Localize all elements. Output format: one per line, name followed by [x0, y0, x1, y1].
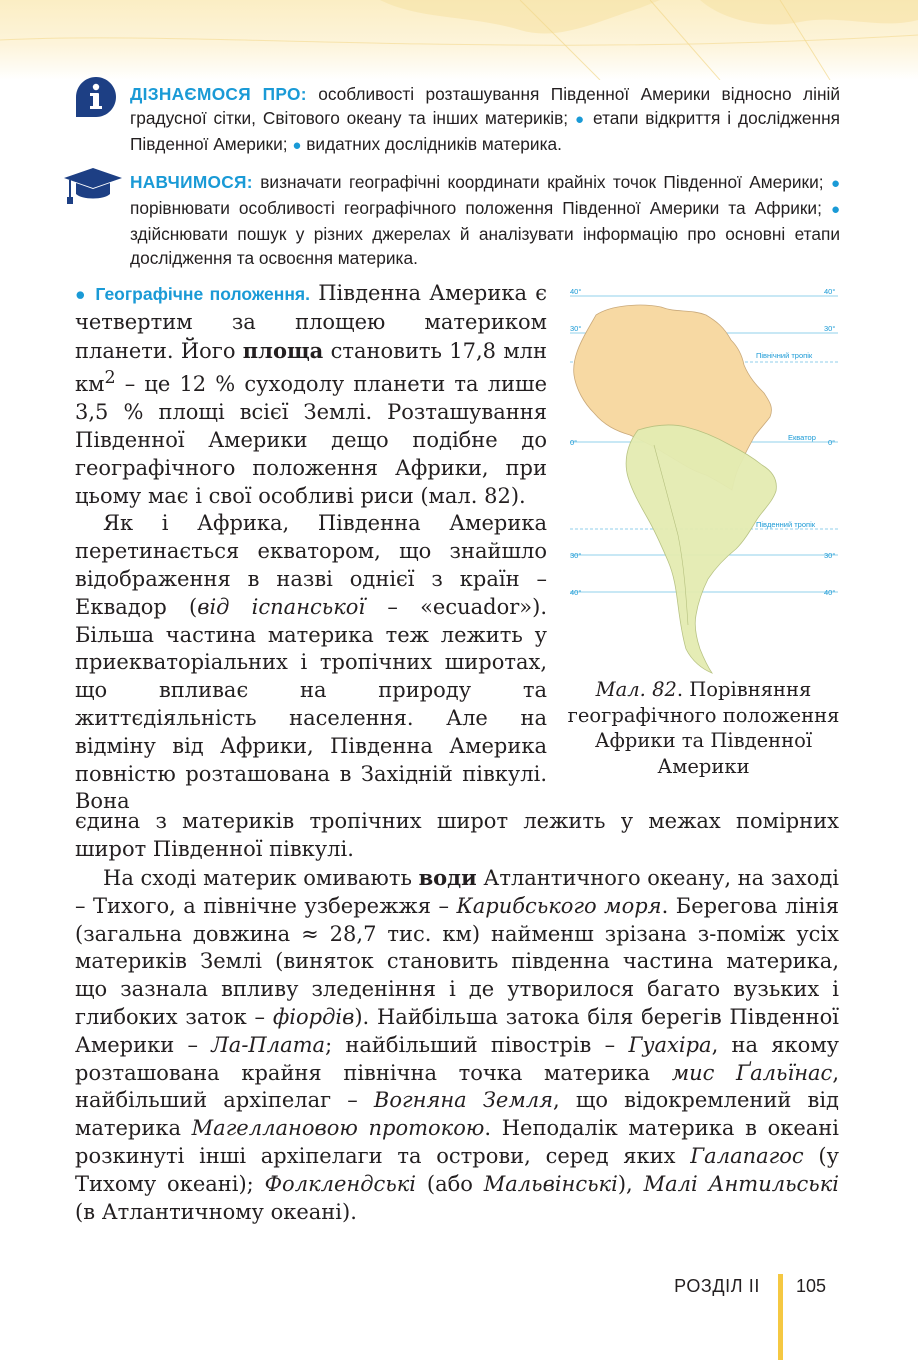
label-south-tropic: Південний тропік: [756, 520, 816, 529]
learn-about-text-2: етапи відкриття і дослідження Південної Америки;: [130, 108, 840, 154]
body-column: [75, 280, 547, 816]
south-america-shape: [626, 425, 776, 673]
will-learn-block: [130, 170, 840, 270]
label-30s-left: 30°: [570, 551, 582, 560]
bold-term: площа: [242, 337, 324, 363]
label-30n-right: 30°: [824, 324, 836, 333]
header-decoration: [0, 0, 918, 80]
page-number: 105: [796, 1276, 827, 1296]
label-40s-right: 40°: [824, 588, 836, 597]
label-40n-right: 40°: [824, 287, 836, 296]
label-30s-right: 30°: [824, 551, 836, 560]
label-40s-left: 40°: [570, 588, 582, 597]
label-40n-left: 40°: [570, 287, 582, 296]
will-learn-keyword: НАВЧИМОСЯ:: [130, 172, 253, 192]
footer-divider: [778, 1274, 783, 1360]
learn-about-text-1: особливості розташування Південної Америки відносно ліній градусної сітки, Світового океану та інших материків;: [130, 84, 840, 128]
will-learn-text-1: визначати географічні координати крайніх точок Південної Америки;: [260, 172, 824, 192]
figure-caption-text: . Порівняння географічного положення Африки та Південної Америки: [567, 678, 840, 778]
bullet-icon: ●: [574, 111, 587, 128]
learn-about-keyword: ДІЗНАЄМОСЯ ПРО:: [130, 84, 307, 104]
label-equator: Екватор: [788, 433, 816, 442]
label-equator-right: 0°: [828, 438, 836, 447]
paragraph-1: ● Географічне положення. Південна Америка є четвертим за площею материком планети. Його площа становить 17,8 млн $км^2$ – це 12 % суходолу планети та лише 3,5 % площі всієї Землі. Розташування Південної Америки дещо подібне до географічного положення Африки, при цьому має і свої особливі риси (мал. 82).: [75, 281, 547, 508]
figure-caption: [566, 677, 841, 779]
bold-term: води: [418, 865, 477, 890]
bullet-icon: ●: [292, 137, 302, 154]
label-north-tropic: Північний тропік: [756, 351, 813, 360]
africa-south-america-map: [566, 285, 841, 675]
learn-about-text-3: видатних дослідників материка.: [306, 134, 562, 154]
will-learn-text-2: порівнювати особливості географічного положення Південної Америки та Африки;: [130, 198, 822, 218]
learn-about-block: [130, 82, 840, 158]
bullet-icon: ●: [830, 175, 840, 192]
will-learn-text-3: здійснювати пошук у різних джерелах й аналізувати інформацію про основні етапи дослідження та освоєння материка.: [130, 224, 840, 268]
section-label: РОЗДІЛ ІІ: [674, 1276, 760, 1296]
label-equator-left: 0°: [570, 438, 578, 447]
paragraph-2: Як і Африка, Південна Америка перетинається екватором, що знайшло відображення в назві однієї з країн – Еквадор (від іспанської – «ecuador»). Більша частина материка теж лежить у приекваторіальних і тропічних широтах, що впливає на природу та життєдіяльність населення. Але на відміну від Африки, Південна Америка повністю розташована в Західній півкулі. Вона: [75, 511, 547, 814]
paragraph-3: На сході материк омивають води Атлантичного океану, на заході – Тихого, а північне узбережжя – Карибського моря. Берегова лінія (загальна довжина ≈ 28,7 тис. км) найменш зрізана з-поміж усіх материків Землі (виняток становить південна частина материка, що зазнала впливу зледеніння і де утворилося багато вузьких і глибоких заток – фіордів). Найбільша затока біля берегів Південної Америки – Ла-Плата; найбільший півострів – Гуахіра, на якому розташована крайня північна точка материка мис Ґальїнас, найбільший архіпелаг – Вогняна Земля, що відокремлений від материка Магеллановою протокою. Неподалік материка в океані розкинуті інші архіпелаги та острови, серед яких Галапагос (у Тихому океані); Фолклендські (або Мальвінські), Малі Антильські (в Атлантичному океані).: [75, 865, 840, 1224]
bullet-icon: ●: [830, 201, 840, 218]
section-bullet-icon: ●: [75, 284, 88, 304]
info-icon: [74, 75, 118, 119]
figure-number: Мал. 82: [595, 678, 677, 701]
graduation-cap-icon: [62, 166, 124, 206]
paragraph-2-continued: єдина з материків тропічних широт лежить у межах помірних широт Південної півкулі.: [75, 809, 839, 861]
label-30n-left: 30°: [570, 324, 582, 333]
section-title: Географічне положення.: [95, 284, 310, 304]
